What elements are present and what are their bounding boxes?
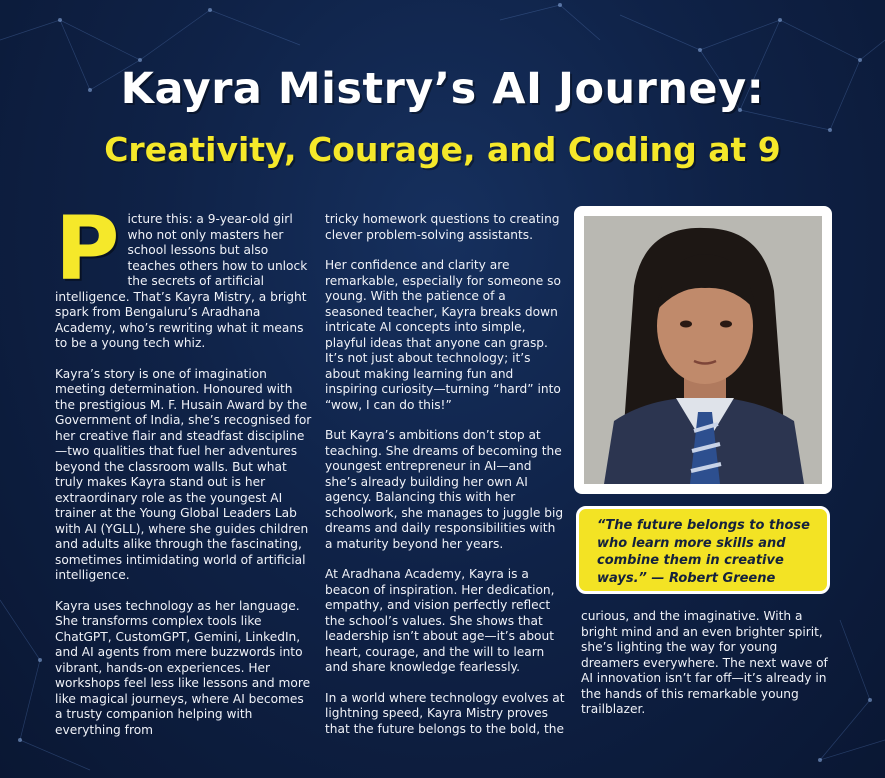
subheadline: Creativity, Courage, and Coding at 9: [104, 130, 781, 169]
paragraph: Kayra’s story is one of imagination meeting determination. Honoured with the prestigious M. F. Husain Award by the Government of India, she’s recognised for her creative flair and steadfast discipline—two qualities that fuel her adventures beyond the classroom walls. But what truly makes Kayra stand out is her extraordinary role as the youngest AI trainer at the Young Global Leaders Lab with AI (YGLL), where she guides children and adults alike through the fascinating, sometimes intimidating world of artificial intelligence.: [55, 366, 312, 582]
pull-quote: “The future belongs to those who learn more skills and combine them in creative ways.” — Robert Greene: [576, 506, 830, 594]
drop-cap: P: [55, 197, 120, 300]
article-column-2: [325, 212, 565, 752]
portrait-photo: [584, 216, 822, 484]
portrait-photo-frame: [574, 206, 832, 494]
paragraph: tricky homework questions to creating clever problem-solving assistants.: [325, 212, 560, 242]
article-column-1: [55, 197, 313, 753]
article-column-3: [581, 609, 831, 733]
paragraph: In a world where technology evolves at lightning speed, Kayra Mistry proves that the future belongs to the bold, the: [325, 690, 565, 736]
headline: Kayra Mistry’s AI Journey:: [120, 64, 765, 114]
paragraph: Kayra uses technology as her language. She transforms complex tools like ChatGPT, CustomGPT, Gemini, LinkedIn, and AI agents from mere buzzwords into vibrant, hands-on experiences. Her workshops feel less like lessons and more like magical journeys, where AI becomes a trusty companion helping with everything from: [55, 598, 311, 737]
paragraph: At Aradhana Academy, Kayra is a beacon of inspiration. Her dedication, empathy, and vision perfectly reflect the school’s values. She shows that leadership isn’t about age—it’s about heart, courage, and the will to learn and share knowledge fearlessly.: [325, 567, 555, 674]
paragraph: Picture this: a 9-year-old girl who not only masters her school lessons but also teaches others how to unlock the secrets of artificial intelligence. That’s Kayra Mistry, a bright spark from Bengaluru’s Aradhana Academy, who’s rewriting what it means to be a young tech whiz.: [55, 197, 308, 350]
paragraph: But Kayra’s ambitions don’t stop at teaching. She dreams of becoming the youngest entrepreneur in AI—and she’s already building her own AI agency. Balancing this with her schoolwork, she manages to juggle big dreams and daily responsibilities with a maturity beyond her years.: [325, 428, 564, 551]
girl-portrait-illustration: [584, 216, 822, 484]
paragraph: Her confidence and clarity are remarkable, especially for someone so young. With the patience of a seasoned teacher, Kayra breaks down intricate AI concepts into simple, playful ideas that anyone can grasp. It’s not just about technology; it’s about making learning fun and inspiring curiosity—turning “hard” into “wow, I can do this!”: [325, 258, 561, 412]
paragraph: curious, and the imaginative. With a bright mind and an even brighter spirit, she’s lighting the way for young dreamers everywhere. The next wave of AI innovation isn’t far off—it’s already in the hands of this remarkable young trailblazer.: [581, 609, 828, 716]
